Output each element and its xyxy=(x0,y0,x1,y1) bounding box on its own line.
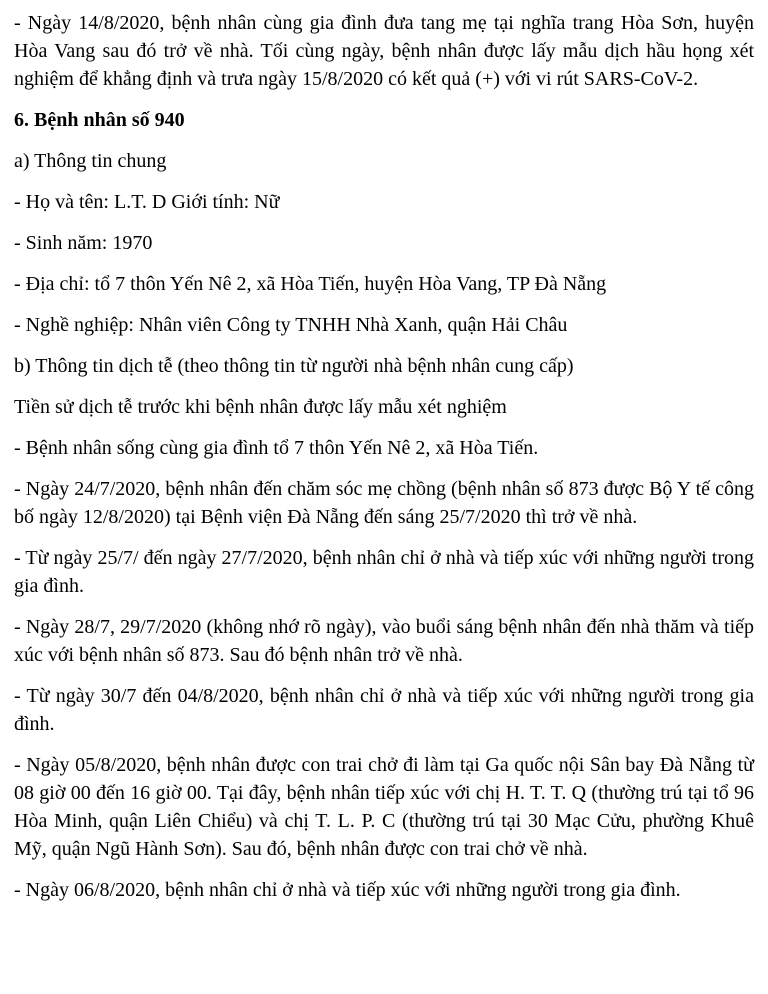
section-heading-patient-940: 6. Bệnh nhân số 940 xyxy=(14,109,185,131)
paragraph-history-intro: Tiền sử dịch tễ trước khi bệnh nhân được lấy mẫu xét nghiệm xyxy=(14,396,507,418)
paragraph-28-7-29-7: - Ngày 28/7, 29/7/2020 (không nhớ rõ ngày), vào buổi sáng bệnh nhân đến nhà thăm và tiếp xúc với bệnh nhân số 873. Sau đó bệnh nhân trở về nhà. xyxy=(14,616,754,666)
subsection-general-info: a) Thông tin chung xyxy=(14,150,167,172)
paragraph-funeral-14-8: - Ngày 14/8/2020, bệnh nhân cùng gia đình đưa tang mẹ tại nghĩa trang Hòa Sơn, huyện Hòa Vang sau đó trở về nhà. Tối cùng ngày, bệnh nhân được lấy mẫu dịch hầu họng xét nghiệm để khẳng định và trưa ngày 15/8/2020 có kết quả (+) với vi rút SARS-CoV-2. xyxy=(14,12,754,90)
paragraph-06-8: - Ngày 06/8/2020, bệnh nhân chỉ ở nhà và tiếp xúc với những người trong gia đình. xyxy=(14,879,681,901)
paragraph-30-7-to-04-8: - Từ ngày 30/7 đến 04/8/2020, bệnh nhân chỉ ở nhà và tiếp xúc với những người trong gia đình. xyxy=(14,685,754,735)
paragraph-birth-year: - Sinh năm: 1970 xyxy=(14,232,153,254)
subsection-epidemiology-info: b) Thông tin dịch tễ (theo thông tin từ người nhà bệnh nhân cung cấp) xyxy=(14,355,574,377)
paragraph-25-7-to-27-7: - Từ ngày 25/7/ đến ngày 27/7/2020, bệnh nhân chỉ ở nhà và tiếp xúc với những người trong gia đình. xyxy=(14,547,754,597)
paragraph-24-7: - Ngày 24/7/2020, bệnh nhân đến chăm sóc mẹ chồng (bệnh nhân số 873 được Bộ Y tế công bố ngày 12/8/2020) tại Bệnh viện Đà Nẵng đến sáng 25/7/2020 thì trở về nhà. xyxy=(14,478,754,528)
paragraph-living-situation: - Bệnh nhân sống cùng gia đình tổ 7 thôn Yến Nê 2, xã Hòa Tiến. xyxy=(14,437,539,459)
paragraph-name-gender: - Họ và tên: L.T. D Giới tính: Nữ xyxy=(14,191,280,213)
paragraph-05-8: - Ngày 05/8/2020, bệnh nhân được con trai chở đi làm tại Ga quốc nội Sân bay Đà Nẵng từ 08 giờ 00 đến 16 giờ 00. Tại đây, bệnh nhân tiếp xúc với chị H. T. T. Q (thường trú tại tổ 96 Hòa Minh, quận Liên Chiểu) và chị T. L. P. C (thường trú tại 30 Mạc Cửu, phường Khuê Mỹ, quận Ngũ Hành Sơn). Sau đó, bệnh nhân được con trai chở về nhà. xyxy=(14,754,754,860)
paragraph-address: - Địa chỉ: tổ 7 thôn Yến Nê 2, xã Hòa Tiến, huyện Hòa Vang, TP Đà Nẵng xyxy=(14,273,607,295)
paragraph-occupation: - Nghề nghiệp: Nhân viên Công ty TNHH Nhà Xanh, quận Hải Châu xyxy=(14,314,568,336)
